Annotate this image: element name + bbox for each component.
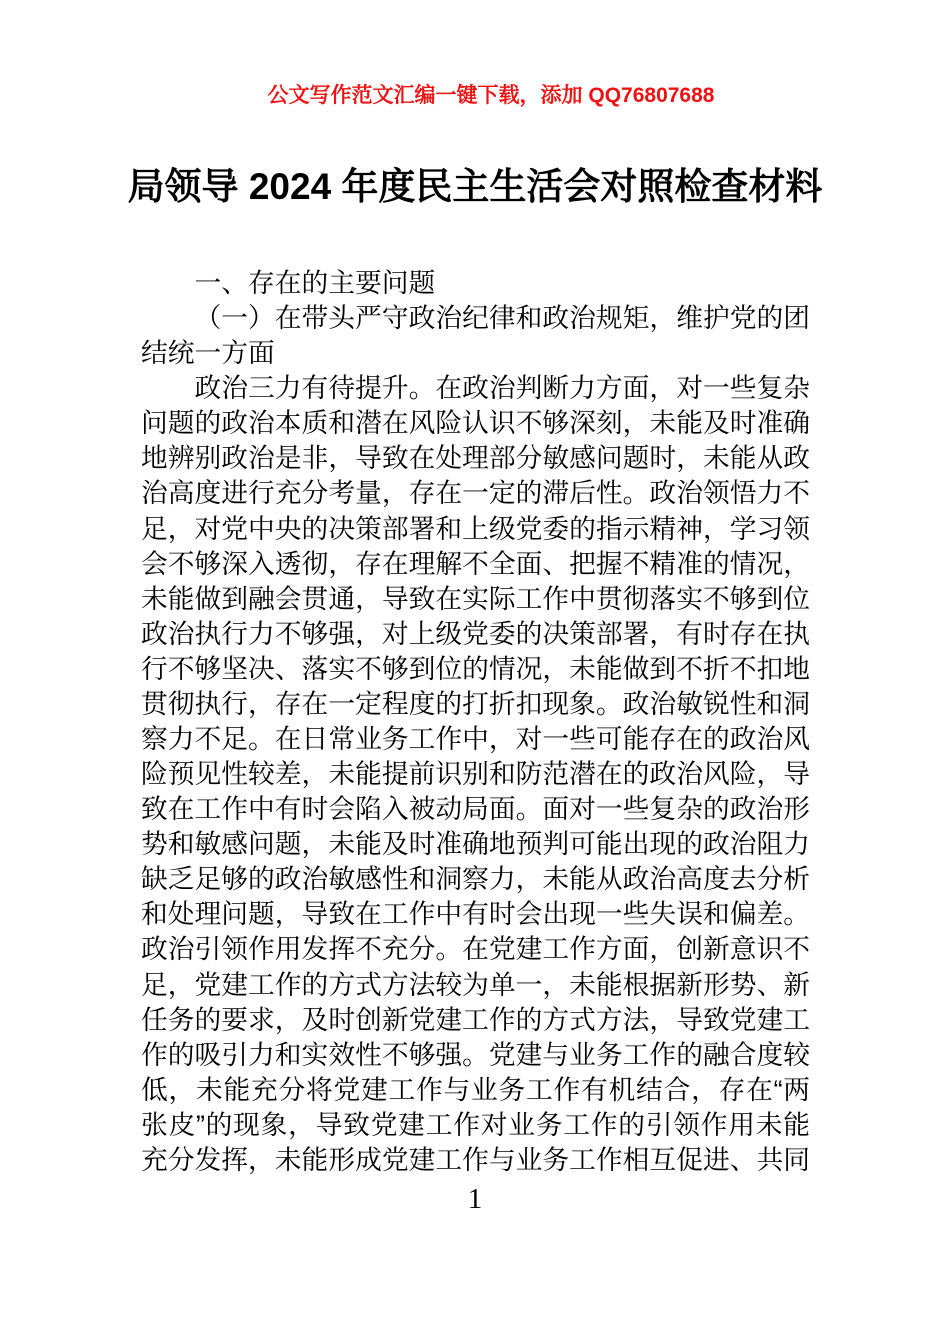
body-line: 政治三力有待提升。在政治判断力方面，对一些复杂: [194, 373, 810, 404]
body-line: 足，党建工作的方式方法较为单一，未能根据新形势、新: [141, 969, 810, 1000]
body-line: 张皮”的现象，导致党建工作对业务工作的引领作用未能: [141, 1109, 810, 1140]
body-line: 察力不足。在日常业务工作中，对一些可能存在的政治风: [141, 724, 810, 755]
body-line: 缺乏足够的政治敏感性和洞察力，未能从政治高度去分析: [141, 864, 810, 895]
body-line: 未能做到融会贯通，导致在实际工作中贯彻落实不够到位: [141, 583, 810, 614]
body-line: 地辨别政治是非，导致在处理部分敏感问题时，未能从政: [141, 443, 810, 474]
body-line: 作的吸引力和实效性不够强。党建与业务工作的融合度较: [141, 1039, 810, 1070]
body-line: 问题的政治本质和潜在风险认识不够深刻，未能及时准确: [141, 408, 810, 439]
body-line: 行不够坚决、落实不够到位的情况，未能做到不折不扣地: [141, 653, 810, 684]
body-line: 结统一方面: [141, 338, 275, 369]
body-line: 和处理问题，导致在工作中有时会出现一些失误和偏差。: [141, 899, 810, 930]
body-line: 政治执行力不够强，对上级党委的决策部署，有时存在执: [141, 618, 810, 649]
body-line: 足，对党中央的决策部署和上级党委的指示精神，学习领: [141, 513, 810, 544]
body-line: 会不够深入透彻，存在理解不全面、把握不精准的情况，: [141, 548, 810, 579]
body-line: 致在工作中有时会陷入被动局面。面对一些复杂的政治形: [141, 794, 810, 825]
body-line: 贯彻执行，存在一定程度的打折扣现象。政治敏锐性和洞: [141, 688, 810, 719]
document-body: [141, 266, 810, 1178]
document-title: 局领导 2024 年度民主生活会对照检查材料: [127, 166, 823, 207]
body-line: 势和敏感问题，未能及时准确地预判可能出现的政治阻力: [141, 829, 810, 860]
body-line: 政治引领作用发挥不充分。在党建工作方面，创新意识不: [141, 934, 810, 965]
promo-note: 公文写作范文汇编一键下载，添加 QQ76807688: [267, 84, 715, 107]
body-line: 险预见性较差，未能提前识别和防范潜在的政治风险，导: [141, 759, 810, 790]
body-line: 低，未能充分将党建工作与业务工作有机结合，存在“两: [141, 1074, 810, 1105]
body-line: （一）在带头严守政治纪律和政治规矩，维护党的团: [194, 303, 810, 334]
body-line: 任务的要求，及时创新党建工作的方式方法，导致党建工: [141, 1004, 810, 1035]
body-line: 一、存在的主要问题: [194, 268, 436, 298]
body-line: 充分发挥，未能形成党建工作与业务工作相互促进、共同: [141, 1144, 810, 1175]
page-number: 1: [467, 1183, 483, 1215]
body-line: 治高度进行充分考量，存在一定的滞后性。政治领悟力不: [141, 478, 810, 509]
